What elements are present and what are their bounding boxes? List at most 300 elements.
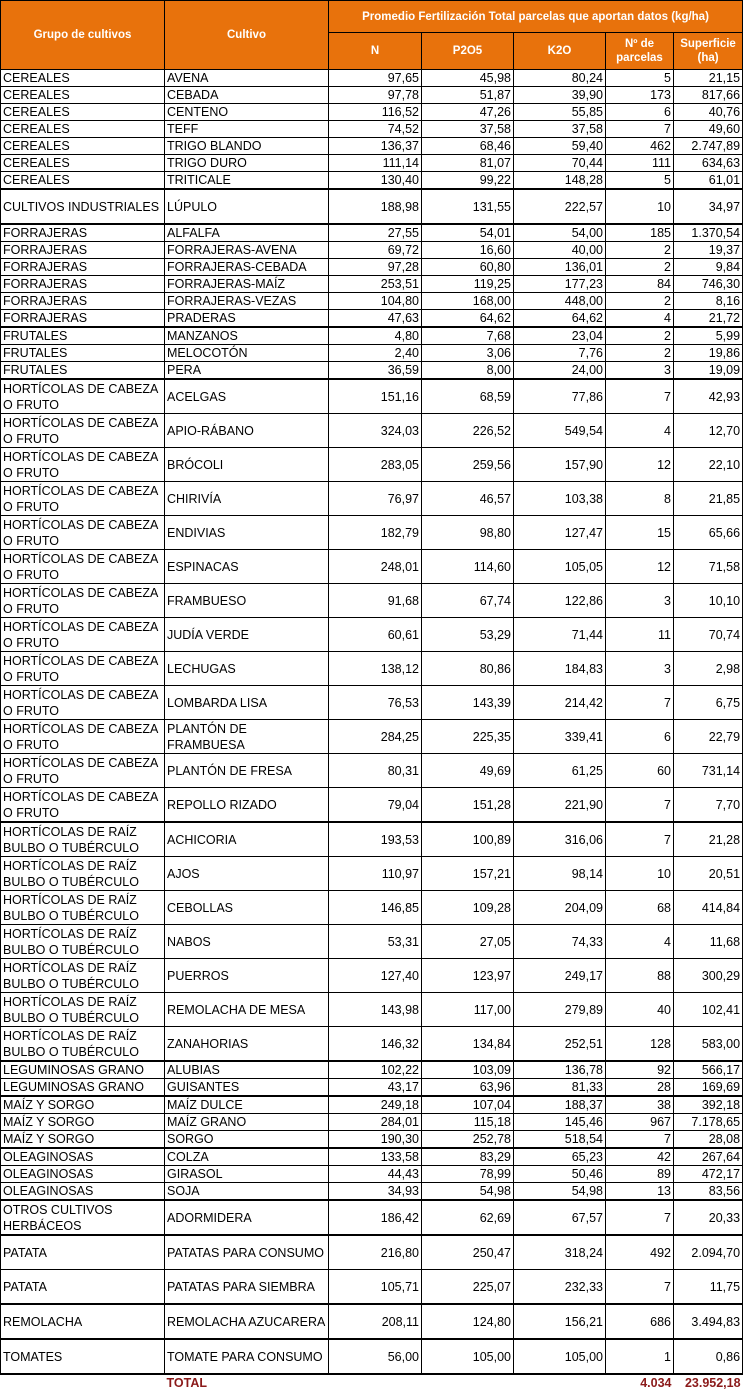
table-row [1, 686, 743, 720]
cell-parcels: 12 [606, 448, 674, 482]
cell-k2o: 252,51 [514, 1027, 606, 1062]
total-blank [514, 1374, 606, 1391]
cell-area: 11,68 [674, 925, 743, 959]
cell-n: 34,93 [329, 1183, 422, 1201]
cell-p2o5: 124,80 [422, 1304, 514, 1339]
cell-group: FORRAJERAS [1, 276, 165, 293]
cell-group: HORTÍCOLAS DE CABEZA O FRUTO [1, 720, 165, 754]
cell-crop: SOJA [165, 1183, 329, 1201]
table-row [1, 1183, 743, 1201]
header-k2o: K2O [514, 33, 606, 70]
cell-parcels: 40 [606, 993, 674, 1027]
cell-crop: SORGO [165, 1131, 329, 1149]
cell-k2o: 549,54 [514, 414, 606, 448]
cell-k2o: 122,86 [514, 584, 606, 618]
cell-parcels: 60 [606, 754, 674, 788]
cell-parcels: 42 [606, 1148, 674, 1166]
cell-area: 12,70 [674, 414, 743, 448]
cell-p2o5: 83,29 [422, 1148, 514, 1166]
cell-area: 102,41 [674, 993, 743, 1027]
cell-parcels: 10 [606, 857, 674, 891]
cell-area: 19,37 [674, 242, 743, 259]
cell-crop: PLANTÓN DE FRESA [165, 754, 329, 788]
table-row [1, 189, 743, 224]
table-row [1, 1235, 743, 1270]
cell-p2o5: 47,26 [422, 104, 514, 121]
cell-parcels: 3 [606, 584, 674, 618]
table-row [1, 121, 743, 138]
table-row [1, 1114, 743, 1131]
cell-p2o5: 115,18 [422, 1114, 514, 1131]
cell-crop: PUERROS [165, 959, 329, 993]
cell-area: 21,85 [674, 482, 743, 516]
cell-p2o5: 226,52 [422, 414, 514, 448]
cell-k2o: 222,57 [514, 189, 606, 224]
cell-group: HORTÍCOLAS DE CABEZA O FRUTO [1, 652, 165, 686]
cell-k2o: 70,44 [514, 155, 606, 172]
cell-p2o5: 109,28 [422, 891, 514, 925]
cell-crop: REMOLACHA AZUCARERA [165, 1304, 329, 1339]
cell-k2o: 279,89 [514, 993, 606, 1027]
cell-group: FRUTALES [1, 327, 165, 345]
cell-p2o5: 37,58 [422, 121, 514, 138]
cell-parcels: 492 [606, 1235, 674, 1270]
cell-n: 136,37 [329, 138, 422, 155]
cell-n: 111,14 [329, 155, 422, 172]
cell-area: 1.370,54 [674, 224, 743, 242]
cell-area: 34,97 [674, 189, 743, 224]
cell-group: HORTÍCOLAS DE RAÍZ BULBO O TUBÉRCULO [1, 857, 165, 891]
table-row [1, 448, 743, 482]
cell-group: OLEAGINOSAS [1, 1183, 165, 1201]
table-row [1, 87, 743, 104]
cell-parcels: 111 [606, 155, 674, 172]
cell-k2o: 98,14 [514, 857, 606, 891]
cell-area: 11,75 [674, 1270, 743, 1305]
cell-parcels: 967 [606, 1114, 674, 1131]
cell-crop: FORRAJERAS-VEZAS [165, 293, 329, 310]
cell-k2o: 148,28 [514, 172, 606, 190]
cell-area: 49,60 [674, 121, 743, 138]
cell-p2o5: 123,97 [422, 959, 514, 993]
cell-n: 151,16 [329, 379, 422, 414]
cell-crop: ACHICORIA [165, 822, 329, 857]
cell-p2o5: 119,25 [422, 276, 514, 293]
table-row [1, 720, 743, 754]
cell-area: 20,33 [674, 1200, 743, 1235]
cell-group: REMOLACHA [1, 1304, 165, 1339]
cell-parcels: 2 [606, 345, 674, 362]
cell-crop: FORRAJERAS-AVENA [165, 242, 329, 259]
cell-p2o5: 53,29 [422, 618, 514, 652]
cell-area: 21,28 [674, 822, 743, 857]
cell-k2o: 156,21 [514, 1304, 606, 1339]
cell-k2o: 64,62 [514, 310, 606, 328]
table-row [1, 550, 743, 584]
cell-crop: LECHUGAS [165, 652, 329, 686]
cell-group: HORTÍCOLAS DE RAÍZ BULBO O TUBÉRCULO [1, 925, 165, 959]
cell-crop: CEBADA [165, 87, 329, 104]
cell-crop: PRADERAS [165, 310, 329, 328]
cell-n: 248,01 [329, 550, 422, 584]
cell-p2o5: 259,56 [422, 448, 514, 482]
cell-area: 267,64 [674, 1148, 743, 1166]
cell-k2o: 81,33 [514, 1079, 606, 1097]
cell-k2o: 232,33 [514, 1270, 606, 1305]
cell-p2o5: 45,98 [422, 70, 514, 87]
cell-p2o5: 168,00 [422, 293, 514, 310]
cell-k2o: 37,58 [514, 121, 606, 138]
cell-group: HORTÍCOLAS DE RAÍZ BULBO O TUBÉRCULO [1, 959, 165, 993]
cell-k2o: 54,98 [514, 1183, 606, 1201]
cell-n: 190,30 [329, 1131, 422, 1149]
cell-group: FORRAJERAS [1, 310, 165, 328]
cell-group: FORRAJERAS [1, 224, 165, 242]
cell-area: 65,66 [674, 516, 743, 550]
cell-n: 97,28 [329, 259, 422, 276]
cell-crop: ALFALFA [165, 224, 329, 242]
cell-crop: JUDÍA VERDE [165, 618, 329, 652]
cell-parcels: 68 [606, 891, 674, 925]
cell-group: HORTÍCOLAS DE CABEZA O FRUTO [1, 686, 165, 720]
cell-p2o5: 225,35 [422, 720, 514, 754]
table-row [1, 1096, 743, 1114]
cell-parcels: 128 [606, 1027, 674, 1062]
cell-area: 8,16 [674, 293, 743, 310]
cell-area: 731,14 [674, 754, 743, 788]
table-row [1, 293, 743, 310]
cell-parcels: 6 [606, 104, 674, 121]
cell-parcels: 7 [606, 686, 674, 720]
cell-n: 47,63 [329, 310, 422, 328]
cell-p2o5: 107,04 [422, 1096, 514, 1114]
cell-group: FRUTALES [1, 362, 165, 380]
table-row [1, 584, 743, 618]
table-row [1, 310, 743, 328]
header-parcels: Nº de parcelas [606, 33, 674, 70]
total-blank [329, 1374, 422, 1391]
cell-parcels: 686 [606, 1304, 674, 1339]
cell-area: 70,74 [674, 618, 743, 652]
cell-group: HORTÍCOLAS DE CABEZA O FRUTO [1, 788, 165, 823]
cell-crop: FORRAJERAS-CEBADA [165, 259, 329, 276]
table-row [1, 618, 743, 652]
cell-k2o: 103,38 [514, 482, 606, 516]
cell-area: 22,10 [674, 448, 743, 482]
cell-group: FORRAJERAS [1, 293, 165, 310]
cell-n: 283,05 [329, 448, 422, 482]
table-row [1, 138, 743, 155]
cell-p2o5: 51,87 [422, 87, 514, 104]
cell-area: 2,98 [674, 652, 743, 686]
cell-k2o: 80,24 [514, 70, 606, 87]
cell-k2o: 316,06 [514, 822, 606, 857]
cell-group: HORTÍCOLAS DE CABEZA O FRUTO [1, 448, 165, 482]
cell-k2o: 105,05 [514, 550, 606, 584]
cell-parcels: 2 [606, 293, 674, 310]
cell-group: PATATA [1, 1270, 165, 1305]
cell-p2o5: 27,05 [422, 925, 514, 959]
table-row [1, 172, 743, 190]
cell-k2o: 54,00 [514, 224, 606, 242]
cell-crop: APIO-RÁBANO [165, 414, 329, 448]
cell-parcels: 88 [606, 959, 674, 993]
cell-k2o: 177,23 [514, 276, 606, 293]
cell-group: HORTÍCOLAS DE RAÍZ BULBO O TUBÉRCULO [1, 822, 165, 857]
cell-area: 22,79 [674, 720, 743, 754]
cell-n: 44,43 [329, 1166, 422, 1183]
cell-crop: ESPINACAS [165, 550, 329, 584]
header-area: Superficie (ha) [674, 33, 743, 70]
cell-crop: CEBOLLAS [165, 891, 329, 925]
table-row [1, 379, 743, 414]
header-group: Grupo de cultivos [1, 1, 165, 70]
cell-p2o5: 3,06 [422, 345, 514, 362]
cell-n: 127,40 [329, 959, 422, 993]
table-row [1, 993, 743, 1027]
cell-crop: MAÍZ DULCE [165, 1096, 329, 1114]
cell-p2o5: 46,57 [422, 482, 514, 516]
cell-parcels: 84 [606, 276, 674, 293]
cell-p2o5: 252,78 [422, 1131, 514, 1149]
cell-area: 40,76 [674, 104, 743, 121]
cell-n: 193,53 [329, 822, 422, 857]
cell-group: CEREALES [1, 155, 165, 172]
table-row [1, 788, 743, 823]
cell-n: 130,40 [329, 172, 422, 190]
cell-group: HORTÍCOLAS DE RAÍZ BULBO O TUBÉRCULO [1, 1027, 165, 1062]
header-span-title: Promedio Fertilización Total parcelas que aportan datos (kg/ha) [329, 1, 743, 33]
cell-parcels: 2 [606, 327, 674, 345]
cell-n: 116,52 [329, 104, 422, 121]
table-row [1, 345, 743, 362]
table-row [1, 1339, 743, 1374]
cell-p2o5: 8,00 [422, 362, 514, 380]
cell-group: OTROS CULTIVOS HERBÁCEOS [1, 1200, 165, 1235]
cell-n: 60,61 [329, 618, 422, 652]
table-row [1, 1166, 743, 1183]
cell-k2o: 71,44 [514, 618, 606, 652]
cell-crop: REMOLACHA DE MESA [165, 993, 329, 1027]
cell-group: HORTÍCOLAS DE CABEZA O FRUTO [1, 482, 165, 516]
cell-n: 74,52 [329, 121, 422, 138]
cell-parcels: 3 [606, 652, 674, 686]
cell-k2o: 184,83 [514, 652, 606, 686]
cell-n: 146,32 [329, 1027, 422, 1062]
cell-parcels: 7 [606, 379, 674, 414]
cell-area: 71,58 [674, 550, 743, 584]
cell-area: 634,63 [674, 155, 743, 172]
cell-group: OLEAGINOSAS [1, 1148, 165, 1166]
cell-p2o5: 117,00 [422, 993, 514, 1027]
table-row [1, 857, 743, 891]
cell-crop: ADORMIDERA [165, 1200, 329, 1235]
cell-p2o5: 16,60 [422, 242, 514, 259]
table-row [1, 276, 743, 293]
cell-n: 27,55 [329, 224, 422, 242]
total-parcels: 4.034 [606, 1374, 674, 1391]
cell-area: 61,01 [674, 172, 743, 190]
cell-crop: REPOLLO RIZADO [165, 788, 329, 823]
table-row [1, 259, 743, 276]
cell-area: 746,30 [674, 276, 743, 293]
cell-k2o: 249,17 [514, 959, 606, 993]
cell-area: 817,66 [674, 87, 743, 104]
cell-area: 566,17 [674, 1061, 743, 1079]
cell-parcels: 89 [606, 1166, 674, 1183]
cell-parcels: 10 [606, 189, 674, 224]
cell-group: CEREALES [1, 70, 165, 87]
cell-crop: ENDIVIAS [165, 516, 329, 550]
cell-parcels: 92 [606, 1061, 674, 1079]
cell-crop: PERA [165, 362, 329, 380]
cell-p2o5: 151,28 [422, 788, 514, 823]
cell-k2o: 136,78 [514, 1061, 606, 1079]
cell-p2o5: 68,59 [422, 379, 514, 414]
cell-p2o5: 99,22 [422, 172, 514, 190]
cell-n: 76,53 [329, 686, 422, 720]
table-row [1, 242, 743, 259]
cell-k2o: 74,33 [514, 925, 606, 959]
cell-k2o: 40,00 [514, 242, 606, 259]
cell-n: 284,01 [329, 1114, 422, 1131]
header-p2o5: P2O5 [422, 33, 514, 70]
total-blank [422, 1374, 514, 1391]
cell-k2o: 7,76 [514, 345, 606, 362]
cell-parcels: 5 [606, 70, 674, 87]
cell-n: 80,31 [329, 754, 422, 788]
cell-group: HORTÍCOLAS DE CABEZA O FRUTO [1, 550, 165, 584]
cell-area: 3.494,83 [674, 1304, 743, 1339]
cell-n: 76,97 [329, 482, 422, 516]
cell-parcels: 173 [606, 87, 674, 104]
cell-n: 2,40 [329, 345, 422, 362]
cell-crop: PATATAS PARA SIEMBRA [165, 1270, 329, 1305]
cell-k2o: 23,04 [514, 327, 606, 345]
cell-crop: GIRASOL [165, 1166, 329, 1183]
cell-p2o5: 63,96 [422, 1079, 514, 1097]
cell-p2o5: 98,80 [422, 516, 514, 550]
cell-k2o: 105,00 [514, 1339, 606, 1374]
cell-area: 583,00 [674, 1027, 743, 1062]
cell-p2o5: 114,60 [422, 550, 514, 584]
cell-parcels: 1 [606, 1339, 674, 1374]
total-blank [1, 1374, 165, 1391]
cell-n: 182,79 [329, 516, 422, 550]
cell-parcels: 7 [606, 1200, 674, 1235]
cell-p2o5: 103,09 [422, 1061, 514, 1079]
cell-parcels: 7 [606, 822, 674, 857]
header-n: N [329, 33, 422, 70]
cell-group: CEREALES [1, 172, 165, 190]
cell-parcels: 462 [606, 138, 674, 155]
cell-n: 97,78 [329, 87, 422, 104]
cell-p2o5: 250,47 [422, 1235, 514, 1270]
cell-area: 414,84 [674, 891, 743, 925]
cell-group: LEGUMINOSAS GRANO [1, 1079, 165, 1097]
cell-k2o: 127,47 [514, 516, 606, 550]
cell-k2o: 24,00 [514, 362, 606, 380]
table-row [1, 1148, 743, 1166]
cell-parcels: 11 [606, 618, 674, 652]
cell-k2o: 77,86 [514, 379, 606, 414]
cell-parcels: 4 [606, 925, 674, 959]
table-row [1, 891, 743, 925]
cell-group: CEREALES [1, 121, 165, 138]
cell-n: 69,72 [329, 242, 422, 259]
cell-crop: MAÍZ GRANO [165, 1114, 329, 1131]
cell-p2o5: 143,39 [422, 686, 514, 720]
table-row [1, 414, 743, 448]
table-row [1, 1304, 743, 1339]
cell-group: HORTÍCOLAS DE CABEZA O FRUTO [1, 379, 165, 414]
cell-n: 79,04 [329, 788, 422, 823]
cell-parcels: 3 [606, 362, 674, 380]
cell-crop: LÚPULO [165, 189, 329, 224]
cell-n: 138,12 [329, 652, 422, 686]
table-row [1, 516, 743, 550]
cell-area: 83,56 [674, 1183, 743, 1201]
cell-area: 6,75 [674, 686, 743, 720]
cell-group: LEGUMINOSAS GRANO [1, 1061, 165, 1079]
cell-n: 186,42 [329, 1200, 422, 1235]
cell-k2o: 39,90 [514, 87, 606, 104]
cell-k2o: 145,46 [514, 1114, 606, 1131]
cell-p2o5: 100,89 [422, 822, 514, 857]
cell-crop: ACELGAS [165, 379, 329, 414]
cell-n: 97,65 [329, 70, 422, 87]
cell-area: 300,29 [674, 959, 743, 993]
cell-area: 21,15 [674, 70, 743, 87]
cell-n: 249,18 [329, 1096, 422, 1114]
cell-area: 9,84 [674, 259, 743, 276]
cell-group: HORTÍCOLAS DE RAÍZ BULBO O TUBÉRCULO [1, 891, 165, 925]
cell-crop: TOMATE PARA CONSUMO [165, 1339, 329, 1374]
cell-area: 2.747,89 [674, 138, 743, 155]
cell-k2o: 318,24 [514, 1235, 606, 1270]
cell-k2o: 339,41 [514, 720, 606, 754]
cell-crop: AJOS [165, 857, 329, 891]
cell-area: 21,72 [674, 310, 743, 328]
table-row [1, 959, 743, 993]
cell-n: 110,97 [329, 857, 422, 891]
cell-crop: ZANAHORIAS [165, 1027, 329, 1062]
cell-crop: CHIRIVÍA [165, 482, 329, 516]
cell-area: 392,18 [674, 1096, 743, 1114]
cell-parcels: 4 [606, 414, 674, 448]
table-row [1, 104, 743, 121]
cell-group: HORTÍCOLAS DE CABEZA O FRUTO [1, 414, 165, 448]
table-row [1, 1200, 743, 1235]
cell-n: 143,98 [329, 993, 422, 1027]
cell-crop: FORRAJERAS-MAÍZ [165, 276, 329, 293]
cell-group: CEREALES [1, 104, 165, 121]
table-row [1, 822, 743, 857]
table-row [1, 482, 743, 516]
cell-p2o5: 67,74 [422, 584, 514, 618]
cell-parcels: 2 [606, 242, 674, 259]
cell-area: 169,69 [674, 1079, 743, 1097]
cell-p2o5: 81,07 [422, 155, 514, 172]
cell-group: MAÍZ Y SORGO [1, 1096, 165, 1114]
cell-k2o: 59,40 [514, 138, 606, 155]
cell-group: OLEAGINOSAS [1, 1166, 165, 1183]
cell-n: 43,17 [329, 1079, 422, 1097]
cell-p2o5: 62,69 [422, 1200, 514, 1235]
cell-n: 56,00 [329, 1339, 422, 1374]
cell-area: 19,09 [674, 362, 743, 380]
cell-group: FRUTALES [1, 345, 165, 362]
